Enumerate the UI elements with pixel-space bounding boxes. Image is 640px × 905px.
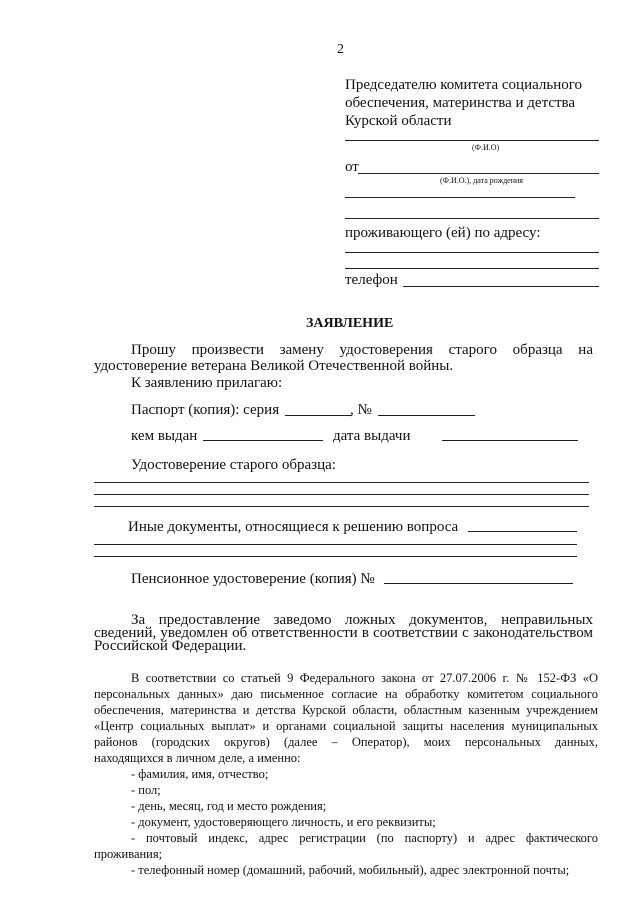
old-certificate-line-2[interactable]	[94, 494, 589, 495]
from-caption: (Ф.И.О.), дата рождения	[440, 176, 523, 185]
consent-line-4: «Центр социальных выплат» и органами социальной защиты населения муниципальных	[94, 719, 598, 733]
responsibility-line-3: Российской Федерации.	[94, 638, 247, 654]
consent-item: - фамилия, имя, отчество;	[131, 767, 269, 781]
request-line-2: удостоверение ветерана Великой Отечественной войны.	[94, 358, 454, 374]
address-line-2[interactable]	[345, 268, 599, 269]
address-line-1[interactable]	[345, 252, 599, 253]
fio-caption: (Ф.И.О)	[472, 143, 500, 152]
addressee-line-1: Председателю комитета социального	[345, 77, 583, 93]
responsibility-line-2: сведений, уведомлен об ответственности в соответствии с законодательством	[94, 625, 593, 641]
other-docs-label: Иные документы, относящиеся к решению вопроса	[128, 519, 459, 535]
responsibility-line-1: За предоставление заведомо ложных документов, неправильных	[131, 612, 593, 628]
document-title: ЗАЯВЛЕНИЕ	[306, 316, 394, 331]
issued-by-label: кем выдан	[131, 428, 198, 444]
from-line[interactable]	[358, 173, 599, 174]
from-extra-line-2[interactable]	[345, 218, 599, 219]
old-certificate-line-1[interactable]	[94, 482, 589, 483]
consent-line-2: персональных данных» даю письменное согласие на обработку комитетом социального	[94, 687, 598, 701]
passport-number-line[interactable]	[378, 415, 475, 416]
passport-series-label: Паспорт (копия): серия	[131, 402, 280, 418]
page-number: 2	[337, 42, 344, 57]
consent-item: - документ, удостоверяющего личность, и его реквизиты;	[131, 815, 436, 829]
addressee-line-3: Курской области	[345, 113, 452, 129]
pension-label: Пенсионное удостоверение (копия) №	[131, 571, 375, 587]
phone-label: телефон	[345, 272, 398, 288]
consent-item: проживания;	[94, 847, 163, 861]
other-docs-line-1[interactable]	[94, 544, 577, 545]
passport-number-label: , №	[350, 402, 372, 418]
request-line-1: Прошу произвести замену удостоверения старого образца на	[131, 342, 593, 358]
consent-line-6: находящихся в личном деле, а именно:	[94, 751, 301, 765]
issued-by-line[interactable]	[203, 440, 323, 441]
old-certificate-label: Удостоверение старого образца:	[131, 457, 336, 473]
consent-item: - пол;	[131, 783, 161, 797]
issue-date-line[interactable]	[442, 440, 578, 441]
addressee-line-2: обеспечения, материнства и детства	[345, 95, 576, 111]
fio-line[interactable]	[345, 140, 599, 141]
consent-item: - телефонный номер (домашний, рабочий, мобильный), адрес электронной почты;	[131, 863, 570, 877]
other-docs-line-2[interactable]	[94, 556, 577, 557]
passport-series-line[interactable]	[285, 415, 352, 416]
consent-item: - почтовый индекс, адрес регистрации (по паспорту) и адрес фактического	[131, 831, 598, 845]
issue-date-label: дата выдачи	[333, 428, 411, 444]
from-extra-line-1[interactable]	[345, 197, 575, 198]
consent-paragraph	[94, 670, 598, 878]
consent-item: - день, месяц, год и место рождения;	[131, 799, 327, 813]
pension-line[interactable]	[384, 583, 573, 584]
consent-line-1: В соответствии со статьей 9 Федерального закона от 27.07.2006 г. № 152-ФЗ «О	[131, 671, 598, 685]
phone-line[interactable]	[403, 286, 599, 287]
old-certificate-line-3[interactable]	[94, 506, 589, 507]
from-label: от	[345, 159, 359, 175]
attach-label: К заявлению прилагаю:	[131, 375, 283, 391]
other-docs-line-inline[interactable]	[468, 531, 577, 532]
consent-line-3: обеспечения, материнства и детства Курской области, областным казенным учреждением	[94, 703, 598, 717]
address-label: проживающего (ей) по адресу:	[345, 225, 541, 241]
consent-line-5: районов (городских округов) (далее – Оператор), моих персональных данных,	[94, 735, 598, 749]
